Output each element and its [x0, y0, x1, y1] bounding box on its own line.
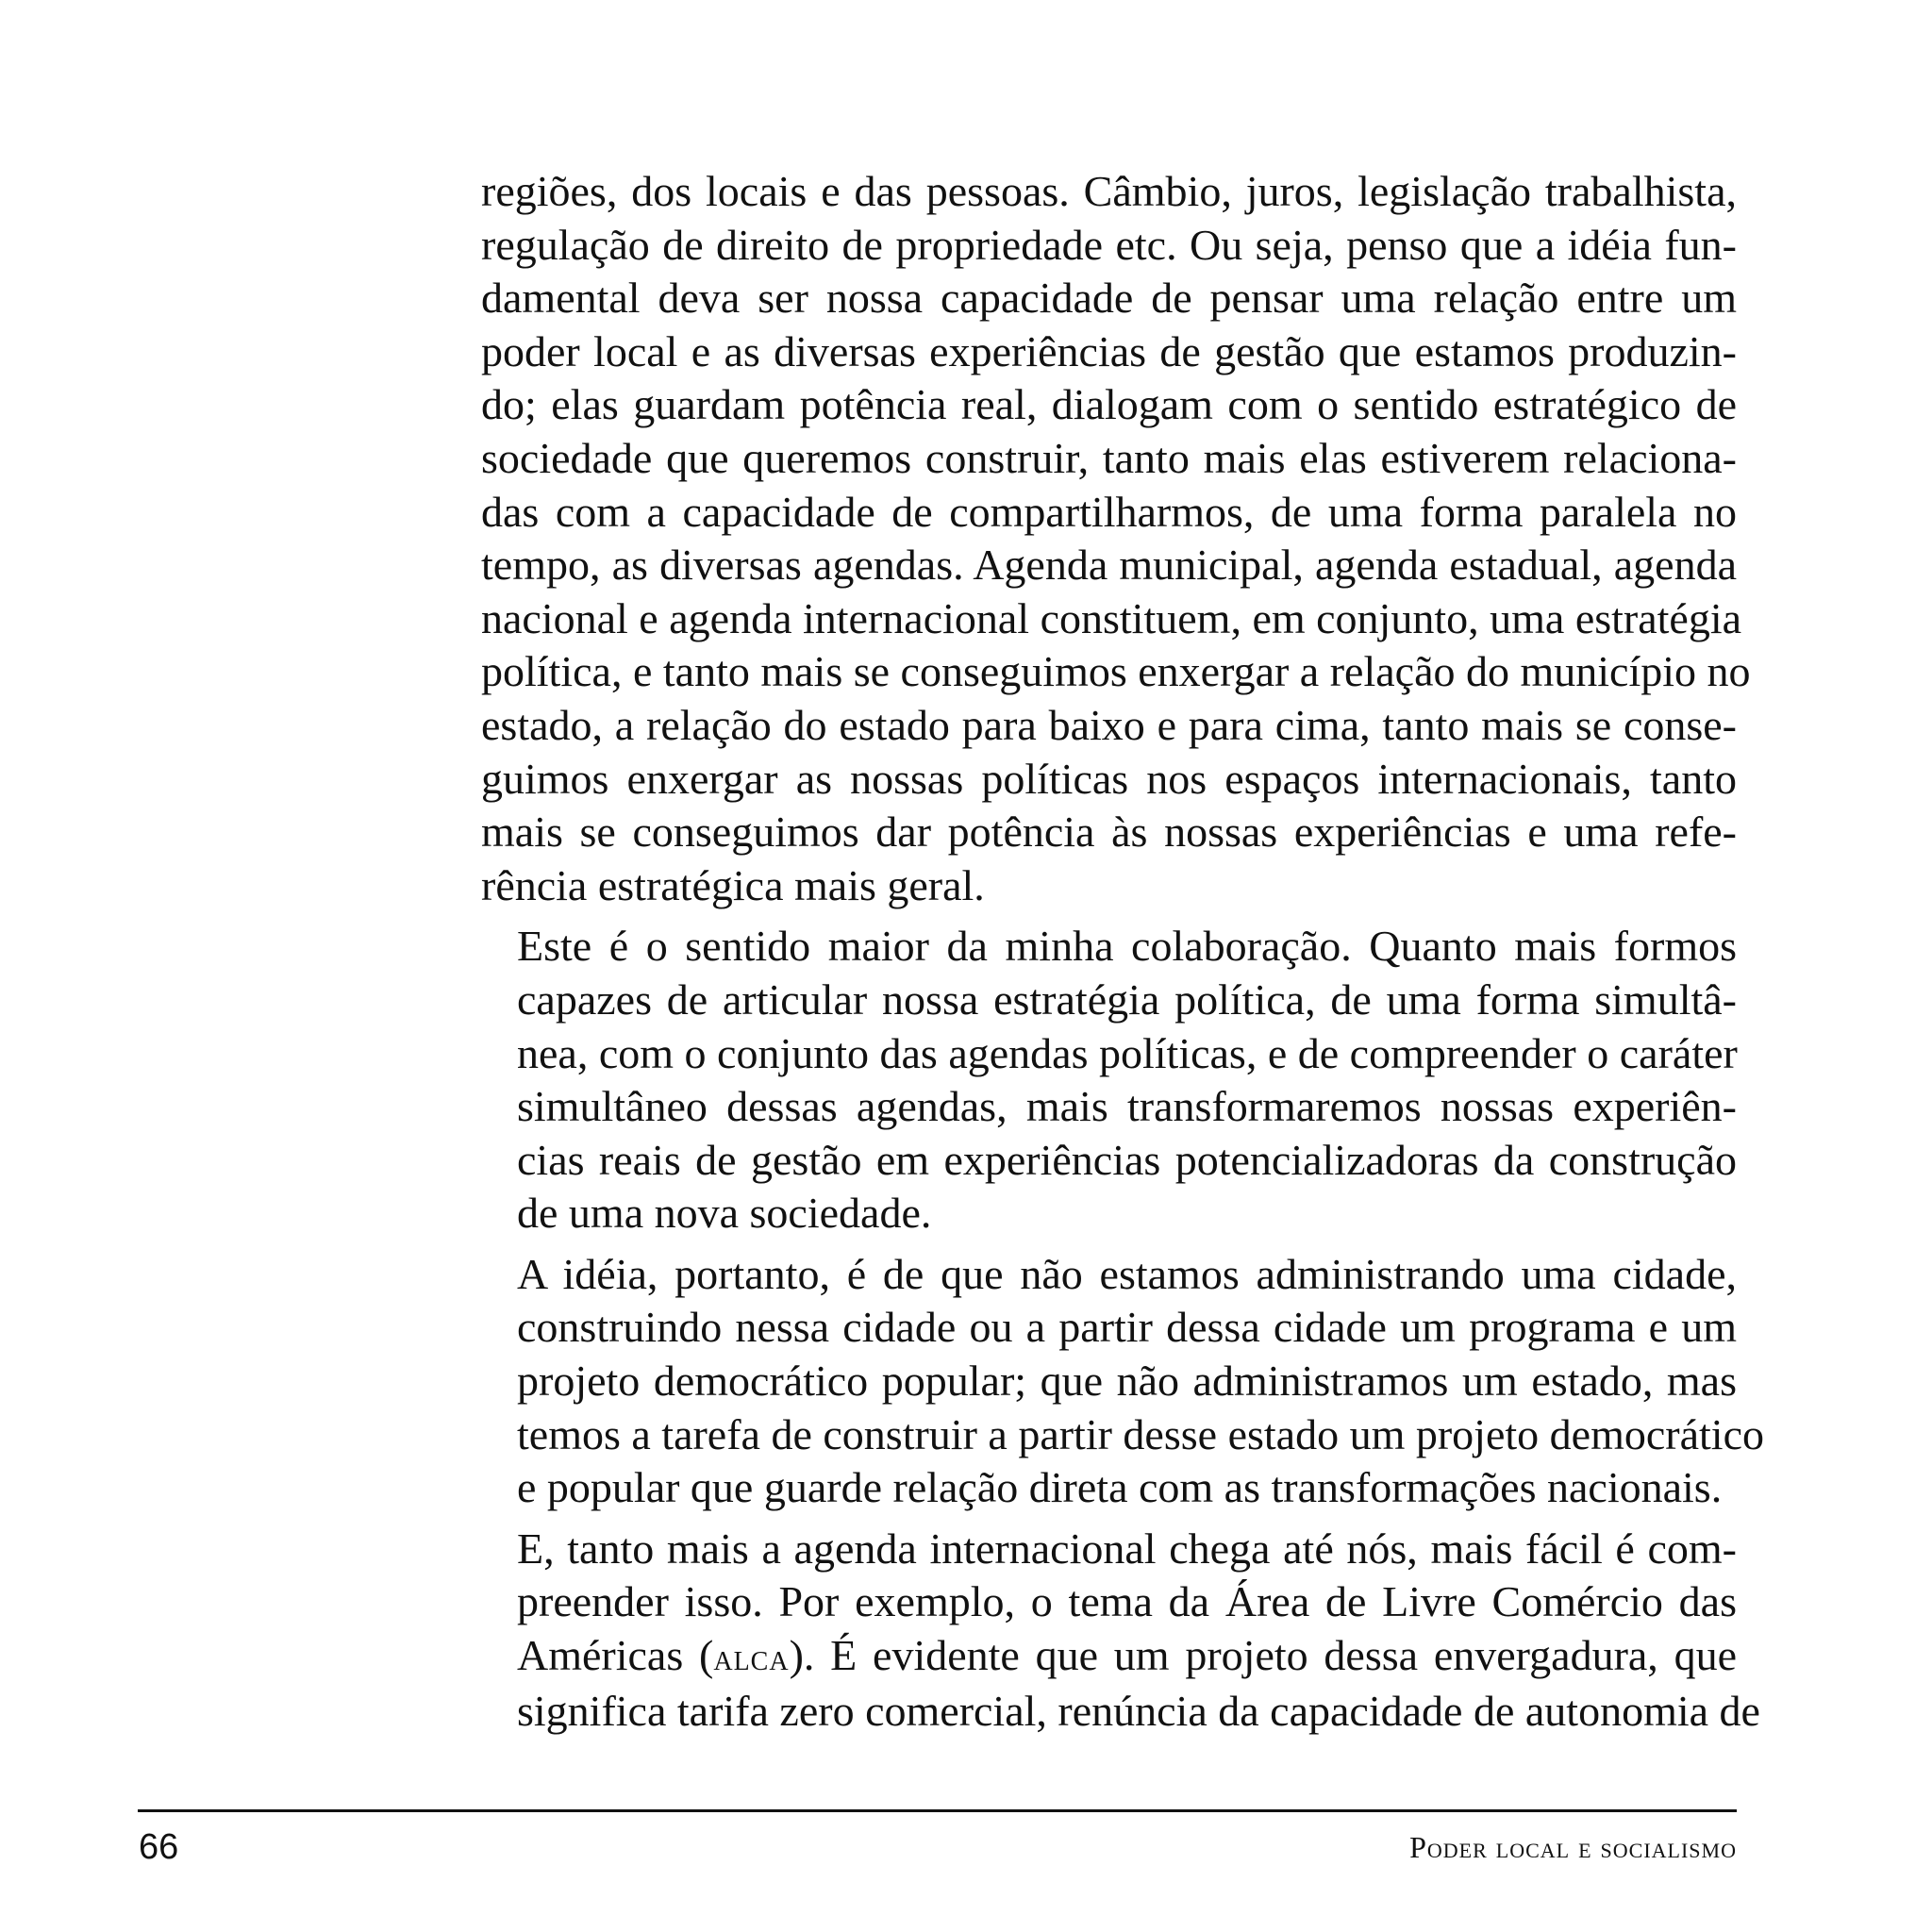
paragraph-4-line-2: preender isso. Por exemplo, o tema da Área de Livre Comércio das [517, 1577, 1737, 1626]
paragraph-1-line-5: do; elas guardam potência real, dialogam com o sentido estratégico de [481, 380, 1737, 429]
paragraph-1-line-14: rência estratégica mais geral. [481, 860, 985, 909]
alca-acronym: alca [713, 1636, 790, 1679]
paragraph-1-line-9: nacional e agenda internacional constituem, em conjunto, uma estratégia [481, 593, 1742, 642]
page-number: 66 [139, 1827, 179, 1867]
paragraph-3 [481, 1248, 1764, 1515]
paragraph-4-line-3 [481, 1629, 1737, 1685]
paragraph-3-line-1: A idéia, portanto, é de que não estamos administrando uma cidade, [517, 1249, 1737, 1298]
paragraph-1-line-2: regulação de direito de propriedade etc. Ou seja, penso que a idéia fun- [481, 220, 1737, 269]
paragraph-1-line-11: estado, a relação do estado para baixo e para cima, tanto mais se conse- [481, 700, 1737, 749]
paragraph-1-line-12: guimos enxergar as nossas políticas nos espaços internacionais, tanto [481, 754, 1737, 803]
paragraph-3-line-5: e popular que guarde relação direta com as transformações nacionais. [517, 1463, 1723, 1512]
paragraph-4-line-1: E, tanto mais a agenda internacional chega até nós, mais fácil é com- [517, 1524, 1737, 1573]
paragraph-3-line-3: projeto democrático popular; que não administramos um estado, mas [517, 1357, 1737, 1406]
paragraph-2-line-1: Este é o sentido maior da minha colaboração. Quanto mais formos [517, 922, 1737, 971]
paragraph-2-line-2: capazes de articular nossa estratégia política, de uma forma simultâ- [517, 974, 1737, 1024]
paragraph-2-line-5: cias reais de gestão em experiências potencializadoras da construção [517, 1135, 1737, 1184]
paragraph-3-line-2: construindo nessa cidade ou a partir dessa cidade um programa e um [517, 1303, 1737, 1352]
paragraph-1-line-8: tempo, as diversas agendas. Agenda municipal, agenda estadual, agenda [481, 541, 1737, 590]
paragraph-4-line-4: significa tarifa zero comercial, renúncia da capacidade de autonomia de [517, 1686, 1760, 1735]
paragraph-2 [481, 920, 1737, 1241]
paragraph-4-line-3-before: Américas ( [517, 1631, 714, 1680]
paragraph-1-line-4: poder local e as diversas experiências de gestão que estamos produzin- [481, 326, 1737, 375]
paragraph-1-line-3: damental deva ser nossa capacidade de pensar uma relação entre um [481, 274, 1737, 323]
paragraph-1-line-13: mais se conseguimos dar potência às nossas experiências e uma refe- [481, 808, 1737, 857]
paragraph-1-line-1: regiões, dos locais e das pessoas. Câmbio, juros, legislação trabalhista, [481, 167, 1737, 215]
paragraph-4-line-3-after: ). É evidente que um projeto dessa envergadura, que [789, 1631, 1737, 1680]
paragraph-2-line-4: simultâneo dessas agendas, mais transformaremos nossas experiên- [517, 1082, 1737, 1131]
paragraph-1-line-10: política, e tanto mais se conseguimos enxergar a relação do município no [481, 647, 1751, 696]
paragraph-1-line-6: sociedade que queremos construir, tanto mais elas estiverem relaciona- [481, 433, 1737, 482]
paragraph-2-line-3: nea, com o conjunto das agendas políticas, e de compreender o caráter [517, 1028, 1738, 1077]
paragraph-3-line-4: temos a tarefa de construir a partir desse estado um projeto democrático [517, 1409, 1764, 1458]
paragraph-1 [481, 165, 1751, 912]
paragraph-2-line-6: de uma nova sociedade. [517, 1189, 932, 1238]
paragraph-1-line-7: das com a capacidade de compartilharmos, de uma forma paralela no [481, 487, 1737, 536]
footer-divider [138, 1809, 1737, 1812]
paragraph-4 [481, 1523, 1760, 1738]
page-body-text [481, 165, 1764, 1738]
running-title: Poder local e socialismo [1409, 1830, 1737, 1864]
